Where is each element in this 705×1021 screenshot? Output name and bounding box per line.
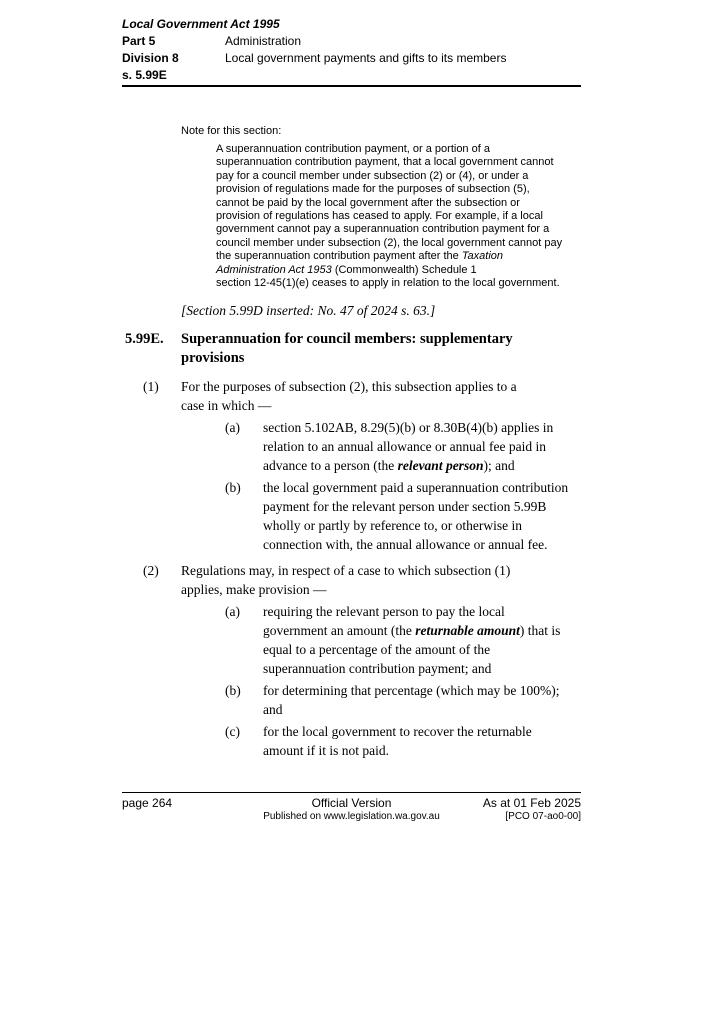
block-line: case in which — (181, 398, 272, 414)
block-number: (a) (225, 604, 240, 620)
header-rows (122, 33, 581, 67)
section-body (122, 377, 581, 760)
block-number: (c) (225, 724, 240, 740)
block-line: applies, make provision — (181, 582, 327, 598)
running-header (122, 16, 581, 87)
block-line: section 5.102AB, 8.29(5)(b) or 8.30B(4)(b) applies in (263, 420, 554, 436)
block-number: (2) (143, 563, 159, 579)
block-text (263, 681, 560, 719)
block-line: superannuation contribution payment; and (263, 661, 492, 677)
header-row-label: Division 8 (122, 51, 179, 65)
block-text (181, 561, 510, 599)
note-line: government cannot pay a superannuation contribution payment for a (216, 223, 550, 236)
paragraph-c (122, 722, 581, 760)
block-line: the local government paid a superannuation contribution (263, 480, 569, 496)
note-label: Note for this section: (181, 125, 282, 137)
note-line: Administration Act 1953 (Commonwealth) Schedule 1 (216, 263, 477, 276)
footer-pco-reference: [PCO 07-ao0-00] (505, 811, 581, 822)
block-line: For the purposes of subsection (2), this subsection applies to a (181, 379, 517, 395)
header-rule (122, 85, 581, 87)
block-text (263, 418, 553, 475)
block-line: amount if it is not paid. (263, 743, 389, 759)
block-number: (1) (143, 379, 159, 395)
footer-right (440, 796, 581, 823)
section-heading-line: provisions (181, 350, 245, 367)
note-line: provision of regulations has ceased to apply. For example, if a local (216, 210, 543, 223)
header-row (122, 50, 581, 67)
block-line: connection with, the annual allowance or annual fee. (263, 537, 548, 553)
footer-official-version: Official Version (311, 796, 392, 810)
subsection-2 (122, 561, 581, 599)
act-title: Local Government Act 1995 (122, 17, 280, 31)
block-text (263, 722, 532, 760)
note-line: council member under subsection (2), the local government cannot pay (216, 236, 563, 249)
block-line: advance to a person (the relevant person); and (263, 458, 515, 474)
subsection-1 (122, 377, 581, 415)
note-line: section 12-45(1)(e) ceases to apply in relation to the local government. (216, 277, 560, 290)
paragraph-a (122, 418, 581, 475)
block-line: requiring the relevant person to pay the local (263, 604, 505, 620)
block-line: for the local government to recover the returnable (263, 724, 532, 740)
note-line: provision of regulations made for the purposes of subsection (5), (216, 183, 530, 196)
block-text (263, 478, 568, 554)
block-text (263, 602, 560, 678)
block-line: Regulations may, in respect of a case to which subsection (1) (181, 563, 511, 579)
note-line: pay for a council member under subsection (2) or (4), or under a (216, 169, 529, 182)
page-footer (122, 792, 581, 823)
footer-center (263, 796, 440, 823)
note-line: superannuation contribution payment, that a local government cannot (216, 156, 554, 169)
note-line: A superannuation contribution payment, or a portion of a (216, 143, 490, 155)
block-line: wholly or partly by reference to, or otherwise in (263, 518, 523, 534)
block-line: relation to an annual allowance or annual fee paid in (263, 439, 547, 455)
footer-as-at-date: As at 01 Feb 2025 (482, 796, 581, 810)
header-row-value: Local government payments and gifts to its members (225, 51, 507, 65)
note-body (216, 143, 581, 290)
section-heading-line: Superannuation for council members: supplementary (181, 331, 513, 348)
history-note: [Section 5.99D inserted: No. 47 of 2024 s. 63.] (181, 303, 436, 319)
header-row-label: Part 5 (122, 34, 156, 48)
block-number: (a) (225, 420, 240, 436)
paragraph-b (122, 681, 581, 719)
section-number: 5.99E. (125, 331, 164, 348)
section-heading (122, 330, 581, 368)
block-line: payment for the relevant person under section 5.99B (263, 499, 547, 515)
footer-page-number: page 264 (122, 796, 173, 810)
block-line: and (263, 702, 283, 718)
block-number: (b) (225, 683, 241, 699)
block-line: for determining that percentage (which may be 100%); (263, 683, 560, 699)
header-row (122, 33, 581, 50)
note-line: cannot be paid by the local government after the subsection or (216, 196, 520, 209)
block-line: government an amount (the returnable amount) that is (263, 623, 561, 639)
paragraph-b (122, 478, 581, 554)
paragraph-a (122, 602, 581, 678)
section-heading-text (181, 330, 513, 368)
block-number: (b) (225, 480, 241, 496)
block-text (181, 377, 517, 415)
section-reference: s. 5.99E (122, 68, 167, 82)
footer-published-url: Published on www.legislation.wa.gov.au (263, 811, 440, 822)
header-row-value: Administration (225, 34, 302, 48)
block-line: equal to a percentage of the amount of the (263, 642, 491, 658)
note-line: the superannuation contribution payment after the Taxation (216, 250, 504, 263)
